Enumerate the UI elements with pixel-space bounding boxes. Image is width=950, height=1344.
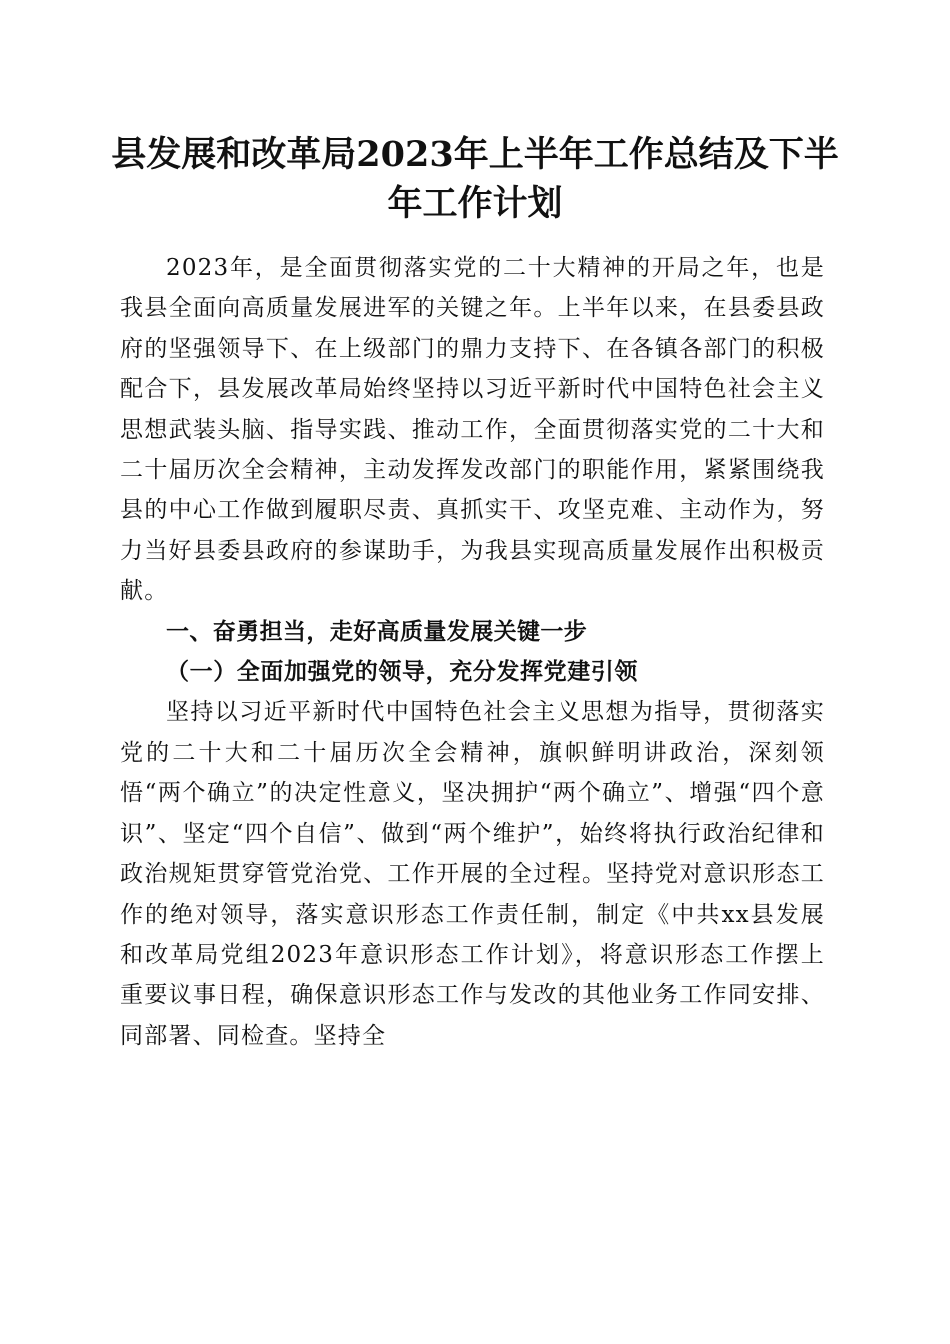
- intro-paragraph: 2023年，是全面贯彻落实党的二十大精神的开局之年，也是我县全面向高质量发展进军的关键之年。上半年以来，在县委县政府的坚强领导下、在上级部门的鼎力支持下、在各镇各部门的积极配合下，县发展改革局始终坚持以习近平新时代中国特色社会主义思想武装头脑、指导实践、推动工作，全面贯彻落实党的二十大和二十届历次全会精神，主动发挥发改部门的职能作用，紧紧围绕我县的中心工作做到履职尽责、真抓实干、攻坚克难、主动作为，努力当好县委县政府的参谋助手，为我县实现高质量发展作出积极贡献。: [120, 255, 825, 605]
- subsection-heading-1: （一）全面加强党的领导，充分发挥党建引领: [166, 658, 638, 686]
- section-heading-1: 一、奋勇担当，走好高质量发展关键一步: [166, 618, 588, 645]
- document-body: [120, 248, 825, 1056]
- document-title: 县发展和改革局2023年上半年工作总结及下半年工作计划: [111, 134, 839, 224]
- party-leadership-paragraph: 坚持以习近平新时代中国特色社会主义思想为指导，贯彻落实党的二十大和二十届历次全会精神，旗帜鲜明讲政治，深刻领悟“两个确立”的决定性意义，坚决拥护“两个确立”、增强“四个意识”、坚定“四个自信”、做到“两个维护”，始终将执行政治纪律和政治规矩贯穿管党治党、工作开展的全过程。坚持党对意识形态工作的绝对领导，落实意识形态工作责任制，制定《中共xx县发展和改革局党组2023年意识形态工作计划》，将意识形态工作摆上重要议事日程，确保意识形态工作与发改的其他业务工作同安排、同部署、同检查。坚持全: [120, 699, 825, 1049]
